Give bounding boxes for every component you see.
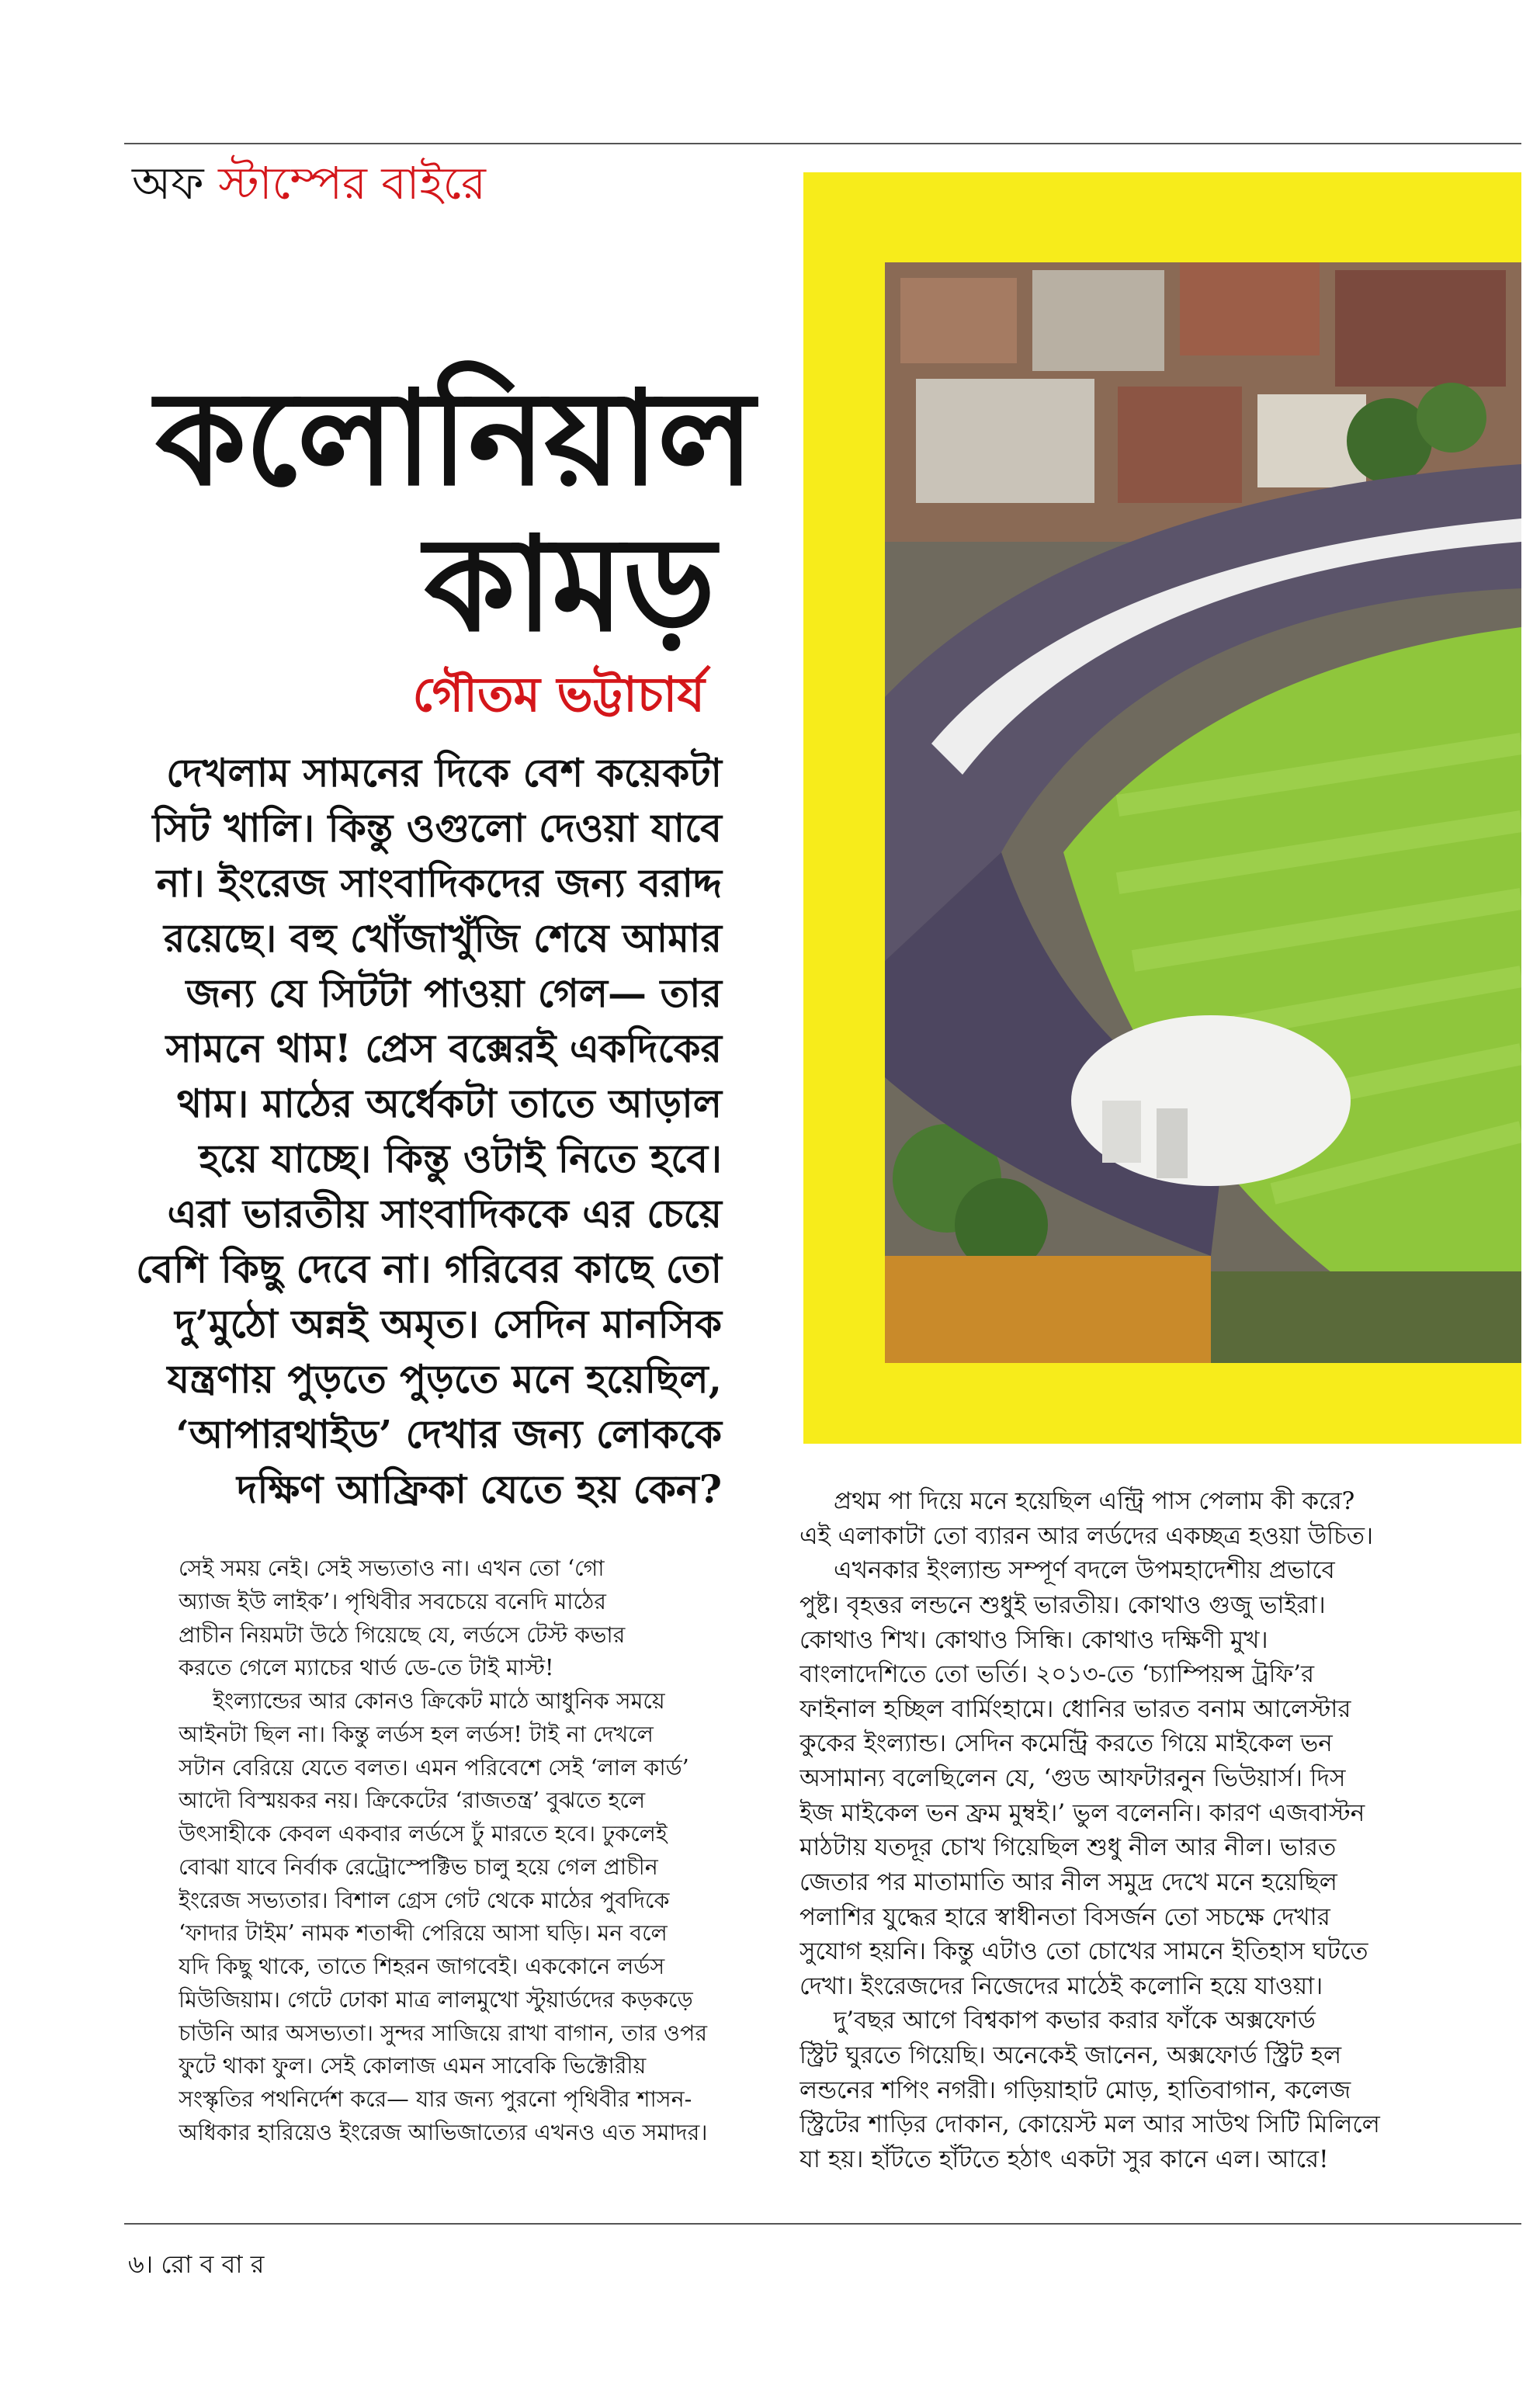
section-title-part1: অফ <box>132 157 219 210</box>
stadium-aerial-photo <box>885 262 1521 1363</box>
paragraph-line: লন্ডনের শপিং নগরী। গড়িয়াহাট মোড়, হাতিবাগান, কলেজ <box>799 2076 1351 2104</box>
pull-quote-line: ‘আপারথাইড’ দেখার জন্য লোককে <box>175 1411 722 1457</box>
pull-quote-line: না। ইংরেজ সাংবাদিকদের জন্য বরাদ্দ <box>156 860 722 906</box>
paragraph-line: অধিকার হারিয়েও ইংরেজ আভিজাত্যের এখনও এত সমাদর। <box>179 2119 708 2145</box>
paragraph-line: স্ট্রিট ঘুরতে গিয়েছি। অনেকেই জানেন, অক্সফোর্ড স্ট্রিট হল <box>799 2041 1342 2069</box>
pull-quote-line: যন্ত্রণায় পুড়তে পুড়তে মনে হয়েছিল, <box>167 1356 722 1402</box>
article-column-right <box>799 1484 1514 2177</box>
paragraph-line: সেই সময় নেই। সেই সভ্যতাও না। এখন তো ‘গো <box>179 1555 605 1581</box>
paragraph-line: অ্যাজ ইউ লাইক’। পৃথিবীর সবচেয়ে বনেদি মাঠের <box>179 1588 606 1614</box>
paragraph-line: আইনটা ছিল না। কিন্তু লর্ডস হল লর্ডস! টাই না দেখলে <box>179 1721 654 1747</box>
section-title <box>132 159 486 209</box>
paragraph-line: আদৌ বিস্ময়কর নয়। ক্রিকেটের ‘রাজতন্ত্র’ বুঝতে হলে <box>179 1788 646 1814</box>
pull-quote-line: হয়ে যাচ্ছে। কিন্তু ওটাই নিতে হবে। <box>199 1136 722 1181</box>
pull-quote-line: সিট খালি। কিন্তু ওগুলো দেওয়া যাবে <box>152 805 722 851</box>
section-title-part2: স্টাম্পের বাইরে <box>218 157 486 210</box>
page-folio: ৬। রো ব বা র <box>128 2249 265 2279</box>
pull-quote-line: দু’মুঠো অন্নই অমৃত। সেদিন মানসিক <box>175 1301 722 1347</box>
paragraph-line: প্রথম পা দিয়ে মনে হয়েছিল এন্ট্রি পাস পেলাম কী করে? <box>834 1487 1355 1515</box>
pull-quote-line: সামনে থাম! প্রেস বক্সেরই একদিকের <box>165 1025 722 1071</box>
paragraph-line: প্রাচীন নিয়মটা উঠে গিয়েছে যে, লর্ডসে টেস্ট কভার <box>179 1621 626 1648</box>
paragraph-line: ফাইনাল হচ্ছিল বার্মিংহামে। ধোনির ভারত বনাম আলেস্টার <box>799 1694 1351 1723</box>
paragraph-line: স্ট্রিটের শাড়ির দোকান, কোয়েস্ট মল আর সাউথ সিটি মিলিলে <box>799 2110 1380 2139</box>
byline: গৌতম ভট্টাচার্য <box>412 666 705 723</box>
paragraph-line: যদি কিছু থাকে, তাতে শিহরন জাগবেই। এককোনে লর্ডস <box>179 1954 665 1979</box>
pull-quote-line: এরা ভারতীয় সাংবাদিককে এর চেয়ে <box>167 1191 722 1236</box>
paragraph-line: কুকের ইংল্যান্ড। সেদিন কমেন্ট্রি করতে গিয়ে মাইকেল ভন <box>799 1729 1333 1758</box>
article-column-left <box>179 1552 759 2150</box>
paragraph-line: জেতার পর মাতামাতি আর নীল সমুদ্র দেখে মনে হয়েছিল <box>799 1868 1337 1896</box>
pull-quote-line: থাম। মাঠের অর্ধেকটা তাতে আড়াল <box>176 1080 722 1126</box>
paragraph-line: মাঠটায় যতদূর চোখ গিয়েছিল শুধু নীল আর নীল। ভারত <box>799 1833 1337 1862</box>
pull-quote-line: দেখলাম সামনের দিকে বেশ কয়েকটা <box>166 750 722 796</box>
paragraph-line: ফুটে থাকা ফুল। সেই কোলাজ এমন সাবেকি ভিক্টোরীয় <box>179 2053 647 2079</box>
paragraph-line: অসামান্য বলেছিলেন যে, ‘গুড আফটারনুন ভিউয়ার্স। দিস <box>799 1764 1346 1792</box>
bottom-rule <box>124 2223 1521 2225</box>
paragraph-line: মিউজিয়াম। গেটে ঢোকা মাত্র লালমুখো স্টুয়ার্ডদের কড়কড়ে <box>179 1986 693 2013</box>
paragraph-line: ‘ফাদার টাইম’ নামক শতাব্দী পেরিয়ে আসা ঘড়ি। মন বলে <box>179 1920 668 1947</box>
paragraph-line: পলাশির যুদ্ধের হারে স্বাধীনতা বিসর্জন তো সচক্ষে দেখার <box>799 1902 1330 1931</box>
paragraph-line: বাংলাদেশিতে তো ভর্তি। ২০১৩-তে ‘চ্যাম্পিয়ন্স ট্রফি’র <box>799 1660 1315 1689</box>
pull-quote-line: বেশি কিছু দেবে না। গরিবের কাছে তো <box>136 1246 722 1292</box>
paragraph-line: দু’বছর আগে বিশ্বকাপ কভার করার ফাঁকে অক্সফোর্ড <box>834 2006 1316 2035</box>
paragraph-line: ইংল্যান্ডের আর কোনও ক্রিকেট মাঠে আধুনিক সময়ে <box>213 1688 665 1714</box>
pull-quote <box>116 745 722 1517</box>
paragraph-line: কোথাও শিখ। কোথাও সিন্ধি। কোথাও দক্ষিণী মুখ। <box>799 1625 1268 1654</box>
paragraph-line: সটান বেরিয়ে যেতে বলত। এমন পরিবেশে সেই ‘লাল কার্ড’ <box>179 1754 689 1781</box>
paragraph-line: করতে গেলে ম্যাচের থার্ড ডে-তে টাই মাস্ট! <box>179 1655 554 1681</box>
paragraph-line: যা হয়। হাঁটতে হাঁটতে হঠাৎ একটা সুর কানে এল। আরে! <box>799 2145 1329 2173</box>
paragraph-line: ইংরেজ সভ্যতার। বিশাল গ্রেস গেট থেকে মাঠের পুবদিকে <box>179 1887 670 1913</box>
paragraph-line: ইজ মাইকেল ভন ফ্রম মুম্বই।’ ভুল বলেননি। কারণ এজবাস্টন <box>799 1798 1365 1827</box>
headline-line: কলোনিয়াল <box>155 361 754 515</box>
pull-quote-line: রয়েছে। বহু খোঁজাখুঁজি শেষে আমার <box>163 915 722 961</box>
top-rule <box>124 143 1521 144</box>
paragraph-line: এখনকার ইংল্যান্ড সম্পূর্ণ বদলে উপমহাদেশীয় প্রভাবে <box>834 1556 1335 1585</box>
pull-quote-line: দক্ষিণ আফ্রিকা যেতে হয় কেন? <box>237 1466 722 1512</box>
pull-quote-line: জন্য যে সিটটা পাওয়া গেল— তার <box>186 970 722 1016</box>
paragraph-line: সুযোগ হয়নি। কিন্তু এটাও তো চোখের সামনে ইতিহাস ঘটতে <box>799 1937 1368 1966</box>
paragraph-line: পুষ্ট। বৃহত্তর লন্ডনে শুধুই ভারতীয়। কোথাও গুজু ভাইরা। <box>799 1590 1326 1619</box>
paragraph-line: চাউনি আর অসভ্যতা। সুন্দর সাজিয়ে রাখা বাগান, তার ওপর <box>179 2020 707 2046</box>
paragraph-line: এই এলাকাটা তো ব্যারন আর লর্ডদের একচ্ছত্র হওয়া উচিত। <box>799 1521 1374 1550</box>
headline <box>155 361 754 661</box>
paragraph-line: উৎসাহীকে কেবল একবার লর্ডসে ঢুঁ মারতে হবে। ঢুকলেই <box>179 1821 668 1847</box>
paragraph-line: সংস্কৃতির পথনির্দেশ করে— যার জন্য পুরনো পৃথিবীর শাসন- <box>179 2086 692 2112</box>
headline-line: কামড় <box>424 507 714 661</box>
paragraph-line: বোঝা যাবে নির্বাক রেট্রোস্পেক্টিভ চালু হয়ে গেল প্রাচীন <box>179 1854 658 1880</box>
paragraph-line: দেখা। ইংরেজদের নিজেদের মাঠেই কলোনি হয়ে যাওয়া। <box>799 1972 1323 2000</box>
